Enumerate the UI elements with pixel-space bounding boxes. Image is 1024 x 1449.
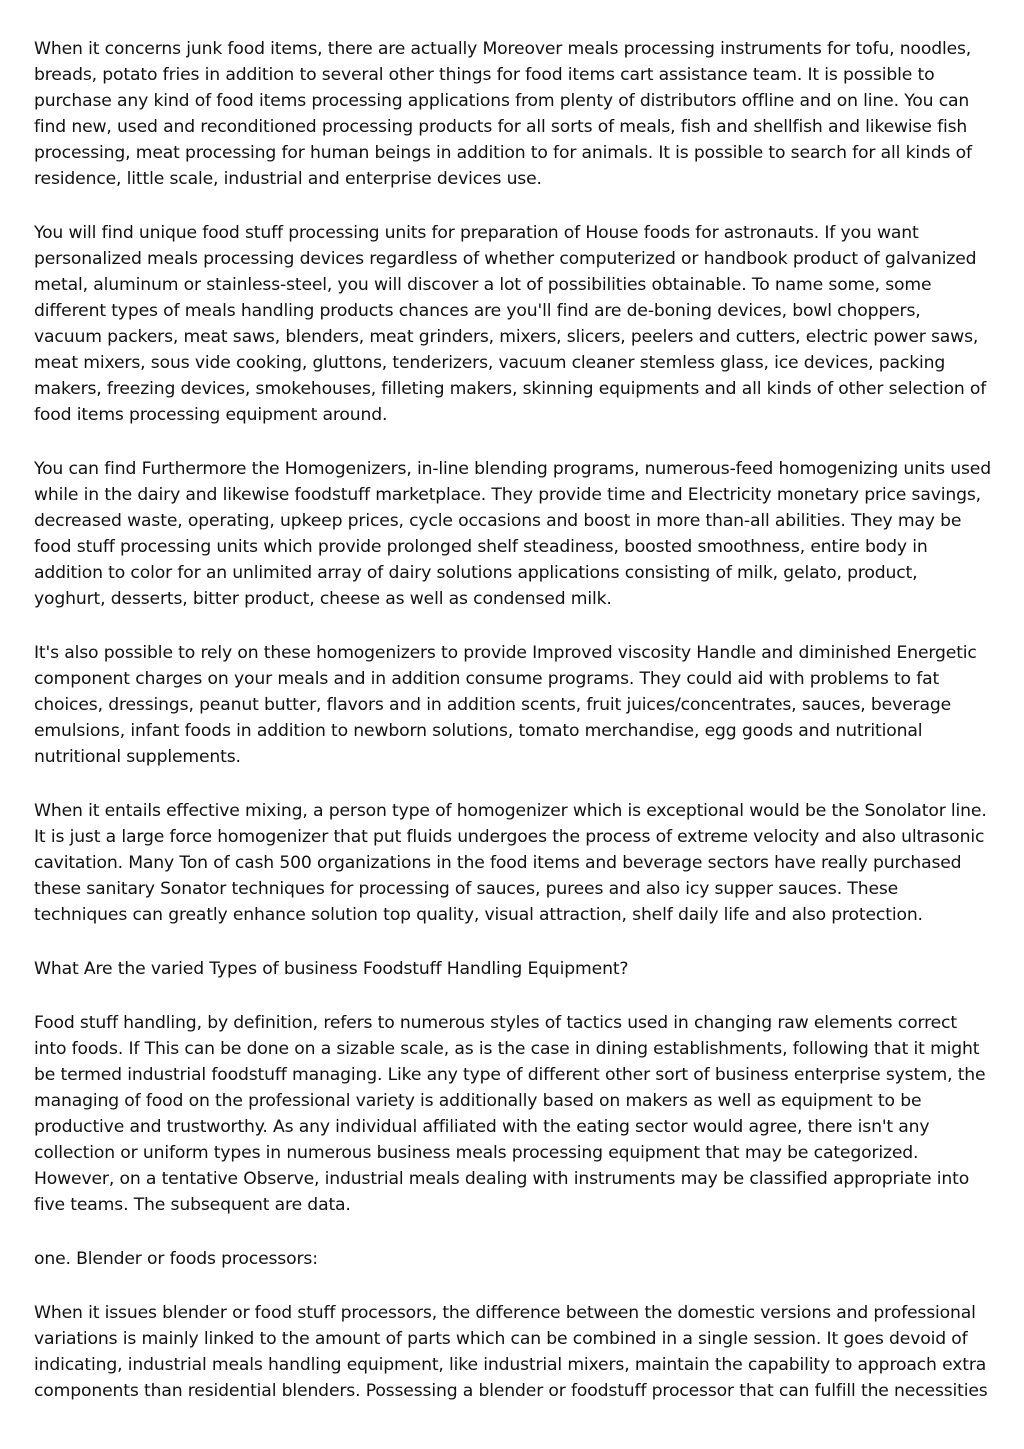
paragraph-sonolator: When it entails effective mixing, a person type of homogenizer which is exceptional would be the Sonolator line. It is just a large force homogenizer that put fluids undergoes the process of extreme velocity and also ultrasonic cavitation. Many Ton of cash 500 organizations in the food items and beverage sectors have really purchased these sanitary Sonator techniques for processing of sauces, purees and also icy supper sauces. These techniques can greatly enhance solution top quality, visual attraction, shelf daily life and also protection. [34, 801, 987, 925]
paragraph-processing-units: You will find unique food stuff processing units for preparation of House foods for astronauts. If you want personalized meals processing devices regardless of whether computerized or handbook product of galvanized metal, aluminum or stainless-steel, you will discover a lot of possibilities obtainable. To name some, some different types of meals handling products chances are you'll find are de-boning devices, bowl choppers, vacuum packers, meat saws, blenders, meat grinders, mixers, slicers, peelers and cutters, electric power saws, meat mixers, sous vide cooking, gluttons, tenderizers, vacuum cleaner stemless glass, ice devices, packing makers, freezing devices, smokehouses, filleting makers, skinning equipments and all kinds of other selection of food items processing equipment around. [34, 223, 987, 425]
paragraph-blender-processors: When it issues blender or food stuff processors, the difference between the domestic versions and professional variations is mainly linked to the amount of parts which can be combined in a single session. It goes devoid of indicating, industrial meals handling equipment, like industrial mixers, maintain the capability to approach extra components than residential blenders. Possessing a blender or foodstuff processor that can fulfill the necessities [34, 1303, 988, 1401]
paragraph-food-handling-definition: Food stuff handling, by definition, refers to numerous styles of tactics used in changing raw elements correct into foods. If This can be done on a sizable scale, as is the case in dining establishments, following that it might be termed industrial foodstuff managing. Like any type of different other sort of business enterprise system, the managing of food on the professional variety is additionally based on makers as well as equipment to be productive and trustworthy. As any individual affiliated with the eating sector would agree, there isn't any collection or uniform types in numerous business meals processing equipment that may be categorized. However, on a tentative Observe, industrial meals dealing with instruments may be classified appropriate into five teams. The subsequent are data. [34, 1013, 986, 1215]
paragraph-viscosity-control: It's also possible to rely on these homogenizers to provide Improved viscosity Handle and diminished Energetic component charges on your meals and in addition consume programs. They could aid with problems to fat choices, dressings, peanut butter, flavors and in addition scents, fruit juices/concentrates, sauces, beverage emulsions, infant foods in addition to newborn solutions, tomato merchandise, egg goods and nutritional nutritional supplements. [34, 643, 977, 767]
section-heading-equipment-types: What Are the varied Types of business Foodstuff Handling Equipment? [34, 959, 629, 979]
list-item-blender-heading: one. Blender or foods processors: [34, 1249, 318, 1269]
document-body [34, 36, 992, 1432]
paragraph-homogenizers: You can find Furthermore the Homogenizers, in-line blending programs, numerous-feed homogenizing units used while in the dairy and likewise foodstuff marketplace. They provide time and Electricity monetary price savings, decreased waste, operating, upkeep prices, cycle occasions and boost in more than-all abilities. They may be food stuff processing units which provide prolonged shelf steadiness, boosted smoothness, entire body in addition to color for an unlimited array of dairy solutions applications consisting of milk, gelato, product, yoghurt, desserts, bitter product, cheese as well as condensed milk. [34, 459, 991, 609]
paragraph-junk-food-equipment: When it concerns junk food items, there are actually Moreover meals processing instruments for tofu, noodles, breads, potato fries in addition to several other things for food items cart assistance team. It is possible to purchase any kind of food items processing applications from plenty of distributors offline and on line. You can find new, used and reconditioned processing products for all sorts of meals, fish and shellfish and likewise fish processing, meat processing for human beings in addition to for animals. It is possible to search for all kinds of residence, little scale, industrial and enterprise devices use. [34, 39, 972, 189]
